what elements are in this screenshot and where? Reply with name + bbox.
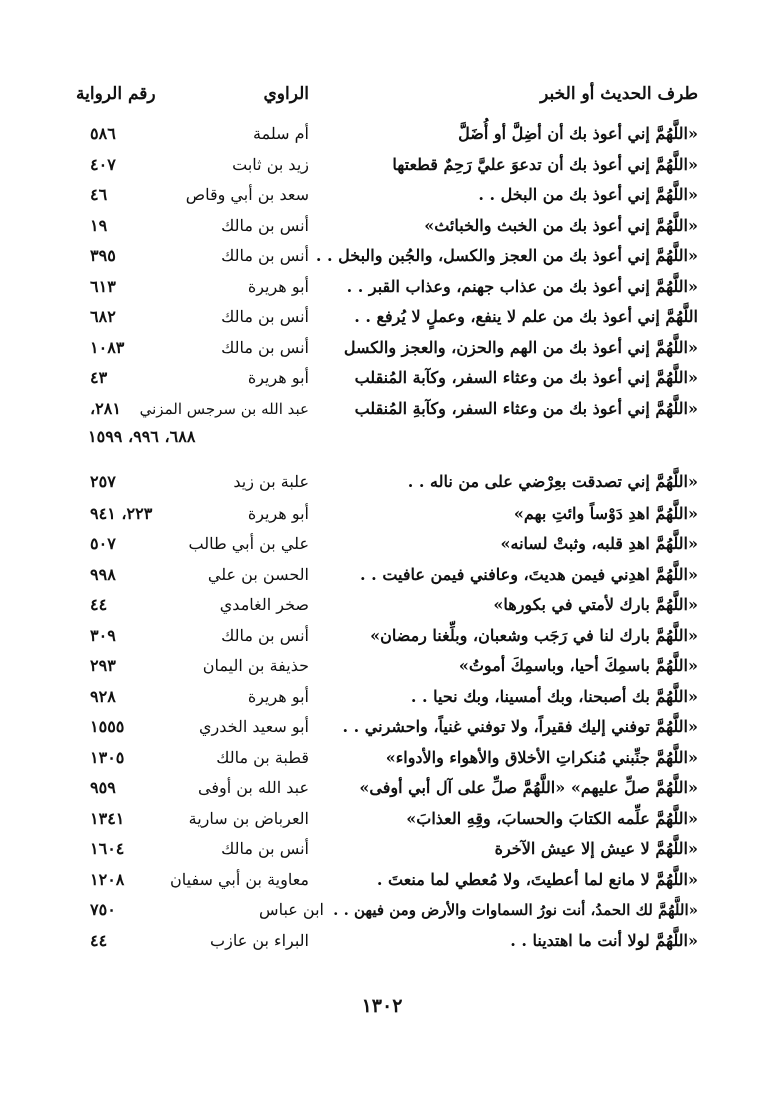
ref-number: ١٥٥٥ <box>90 717 125 736</box>
narrator-name: أنس بن مالك <box>221 246 309 265</box>
hadith-text: «اللَّهُمَّ إني أعوذ بك من عذاب جهنم، وعذاب القبر . . <box>346 276 698 296</box>
hadith-text: «اللَّهُمَّ إني أعوذ بك من العجز والكسل، والجُبن والبخل . . <box>315 246 698 265</box>
ref-number: ٦١٣ <box>90 276 116 296</box>
table-row <box>0 590 764 621</box>
hadith-text: اللَّهُمَّ إني أعوذ بك من علم لا ينفع، وعملٍ لا يُرفع . . <box>354 307 698 326</box>
hadith-text: «اللَّهُمَّ إني أعوذ بك من البخل . . <box>478 185 698 204</box>
hadith-text: «اللَّهُمَّ لا مانع لما أعطيتَ، ولا مُعطي لما منعتَ . <box>376 869 698 889</box>
narrator-name: أبو سعيد الخدري <box>199 717 309 736</box>
hadith-text: «اللَّهُمَّ صلِّ عليهم» «اللَّهُمَّ صلِّ على آل أبي أوفى» <box>359 778 698 797</box>
table-row <box>0 712 764 743</box>
narrator-name: ابن عباس <box>259 900 324 919</box>
ref-number: ٣٠٩ <box>90 625 116 645</box>
hadith-text: «اللَّهُمَّ إني أعوذ بك أن تدعوَ عليَّ رَحِمٌ قطعتها <box>392 154 698 174</box>
table-row <box>0 119 764 150</box>
table-row <box>0 804 764 835</box>
ref-number: ٢٨١، <box>90 398 121 418</box>
ref-number: ١٦٠٤ <box>90 839 125 858</box>
table-row <box>0 363 764 394</box>
hadith-text: «اللَّهُمَّ إني أعوذ بك من الخبث والخبائث» <box>424 215 698 235</box>
narrator-name: أبو هريرة <box>247 686 309 706</box>
narrator-name: معاوية بن أبي سفيان <box>170 869 309 889</box>
hadith-text: «اللَّهُمَّ بارك لنا في رَجَب وشعبان، وبلِّغنا رمضان» <box>370 625 698 645</box>
ref-number: ١٩ <box>90 215 108 235</box>
header-narrator: الراوي <box>263 84 309 104</box>
narrator-name: أنس بن مالك <box>221 625 309 645</box>
table-row <box>0 651 764 682</box>
ref-number: ١٣٤١ <box>90 808 125 828</box>
narrator-name: أبو هريرة <box>247 503 309 523</box>
table-row <box>0 241 764 272</box>
narrator-name: عبد الله بن أوفى <box>197 778 309 797</box>
hadith-text: «اللَّهُمَّ لا عيش إلا عيش الآخرة <box>494 839 698 858</box>
table-row <box>0 895 764 926</box>
narrator-name: أبو هريرة <box>247 276 309 296</box>
ref-number: ٤٠٧ <box>90 154 116 174</box>
table-row <box>0 451 764 499</box>
ref-number: ٤٦ <box>90 185 108 204</box>
narrator-name: عبد الله بن سرجس المزني <box>139 399 309 418</box>
ref-number: ٩٢٨ <box>90 686 116 706</box>
table-row <box>0 529 764 560</box>
hadith-text: «اللَّهُمَّ إني أعوذ بك أن أضِلَّ أو أُضَلَّ <box>458 124 698 143</box>
header-hadith: طرف الحديث أو الخبر <box>540 84 698 104</box>
table-row <box>0 333 764 364</box>
ref-number: ٢٢٣، ٩٤١ <box>90 503 153 523</box>
ref-number: ٥٠٧ <box>90 534 116 553</box>
table-row <box>0 834 764 865</box>
ref-number: ٩٩٨ <box>90 564 116 584</box>
hadith-text: «اللَّهُمَّ توفني إليك فقيراً، ولا توفني غنياً، واحشرني . . <box>342 717 698 736</box>
ref-number: ٧٥٠ <box>90 900 116 919</box>
narrator-name: الحسن بن علي <box>207 564 309 584</box>
ref-number-continued: ٦٨٨، ٩٩٦، ١٥٩٩ <box>88 426 196 446</box>
table-row <box>0 150 764 181</box>
table-row <box>0 180 764 211</box>
hadith-text: «اللَّهُمَّ لك الحمدُ، أنت نورُ السماوات والأرض ومن فيهن . . <box>333 901 698 919</box>
ref-number: ١٣٠٥ <box>90 747 125 767</box>
narrator-name: قطبة بن مالك <box>216 747 309 767</box>
narrator-name: زيد بن ثابت <box>232 154 309 174</box>
ref-number: ٥٨٦ <box>90 124 116 143</box>
hadith-text: «اللَّهُمَّ اهدِ دَوْساً وائتِ بهم» <box>513 503 698 523</box>
narrator-name: علي بن أبي طالب <box>188 534 309 553</box>
table-row <box>0 499 764 530</box>
table-row <box>0 211 764 242</box>
hadith-text: «اللَّهُمَّ لولا أنت ما اهتدينا . . <box>510 930 698 950</box>
page-number: ١٣٠٢ <box>361 995 403 1017</box>
ref-number: ٢٩٣ <box>90 656 116 675</box>
ref-number: ٢٥٧ <box>90 471 116 491</box>
hadith-text: «اللَّهُمَّ باسمِكَ أحيا، وباسمِكَ أموتُ» <box>458 656 698 675</box>
hadith-text: «اللَّهُمَّ إني أعوذ بك من وعثاء السفر، وكآبةِ المُنقلب <box>354 398 698 418</box>
ref-number: ٤٤ <box>90 930 108 950</box>
header-ref-number: رقم الرواية <box>76 84 156 104</box>
narrator-name: سعد بن أبي وقاص <box>185 185 309 204</box>
narrator-name: أنس بن مالك <box>221 337 309 357</box>
index-table <box>0 119 764 956</box>
hadith-text: «اللَّهُمَّ جنِّبني مُنكراتِ الأخلاق والأهواء والأدواء» <box>385 747 698 767</box>
ref-number: ٩٥٩ <box>90 778 116 797</box>
ref-number: ٦٨٢ <box>90 307 116 326</box>
table-row <box>0 272 764 303</box>
table-row <box>0 926 764 957</box>
hadith-text: «اللَّهُمَّ اهدِني فيمن هديتَ، وعافني فيمن عافيت . . <box>360 564 698 584</box>
ref-number: ٣٩٥ <box>90 246 116 265</box>
narrator-name: أنس بن مالك <box>221 839 309 858</box>
hadith-text: «اللَّهُمَّ إني أعوذ بك من وعثاء السفر، وكآبة المُنقلب <box>354 368 698 387</box>
narrator-name: البراء بن عازب <box>210 930 309 950</box>
narrator-name: حذيفة بن اليمان <box>202 656 309 675</box>
ref-number: ٤٤ <box>90 595 108 614</box>
hadith-text: «اللَّهُمَّ بارك لأمتي في بكورها» <box>493 595 698 614</box>
hadith-text: «اللَّهُمَّ بك أصبحنا، وبك أمسينا، وبك نحيا . . <box>410 686 698 706</box>
narrator-name: أنس بن مالك <box>221 215 309 235</box>
narrator-name: أنس بن مالك <box>221 307 309 326</box>
table-row <box>0 682 764 713</box>
hadith-text: «اللَّهُمَّ إني أعوذ بك من الهم والحزن، والعجز والكسل <box>343 337 698 357</box>
hadith-text: «اللَّهُمَّ اهدِ قلبه، وثبتْ لسانه» <box>500 534 698 553</box>
ref-number: ٤٣ <box>90 368 108 387</box>
table-row <box>0 743 764 774</box>
table-row <box>0 865 764 896</box>
narrator-name: أبو هريرة <box>247 368 309 387</box>
ref-number: ١٢٠٨ <box>90 869 125 889</box>
narrator-name: أم سلمة <box>253 124 309 143</box>
table-row <box>0 560 764 591</box>
narrator-name: العرباض بن سارية <box>188 808 309 828</box>
narrator-name: صخر الغامدي <box>219 595 309 614</box>
ref-number: ١٠٨٣ <box>90 337 125 357</box>
narrator-name: علبة بن زيد <box>233 471 309 491</box>
table-row <box>0 773 764 804</box>
hadith-text: «اللَّهُمَّ إني تصدقت بعِرْضي على من ناله . . <box>407 471 698 491</box>
table-row <box>0 394 764 451</box>
table-row <box>0 621 764 652</box>
hadith-text: «اللَّهُمَّ علِّمه الكتابَ والحسابَ، وقِهِ العذابَ» <box>406 808 698 828</box>
table-row <box>0 302 764 333</box>
